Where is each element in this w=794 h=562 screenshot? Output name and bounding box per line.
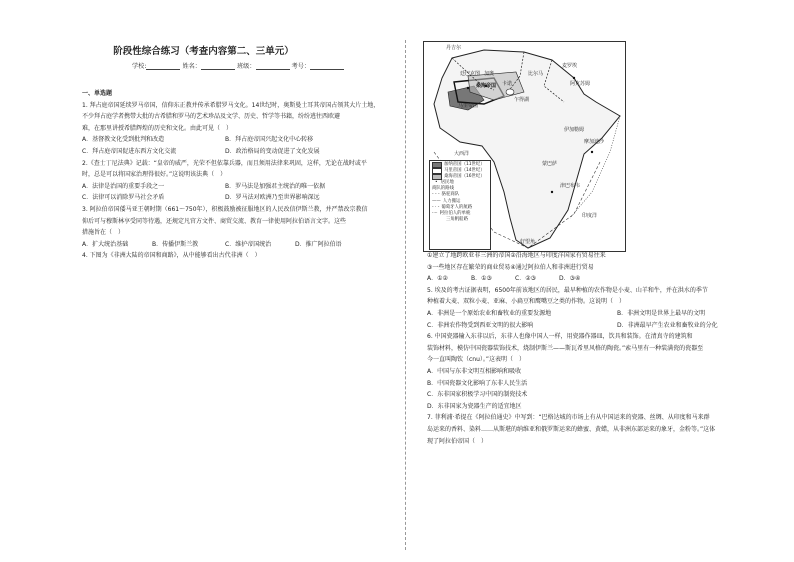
q2-options-row-1 — [82, 181, 400, 193]
q1-line-2: 不少拜占庭学者携带大批的古希腊和罗马的艺术珍品及文学、历史、哲学等书籍，纷纷逃往西欧避 — [82, 113, 341, 121]
q1-line-1: 1. 拜占庭帝国延续罗马帝国，信仰东正教并传承希腊罗马文化。14世纪时，奥斯曼土耳其帝国占领其大片土地， — [82, 101, 380, 109]
q3-option-d[interactable]: D．推广阿拉伯语 — [295, 240, 342, 248]
map-label-kano: 卡诺 — [502, 81, 513, 87]
name-blank[interactable] — [201, 62, 235, 70]
legend-portuguese: - · - 葡萄牙人的航路 — [432, 204, 473, 210]
q2-line-2: 时，总是可以将国家治理得很好。”这说明该法典（ ） — [82, 171, 227, 179]
school-label: 学校: — [132, 63, 147, 70]
q6-option-b[interactable]: B．中国瓷器文化影响了东非人民生活 — [427, 379, 528, 387]
q5-line-1: 5. 埃及的考古证据表明，6500年前该地区的居民，最早种植的农作物是小麦、山羊和牛，并在洪水的季节 — [427, 286, 708, 294]
q6-option-d[interactable]: D．东非国家为瓷器生产的适宜地区 — [427, 402, 522, 410]
africa-map — [423, 41, 626, 252]
q2-option-c[interactable]: C．法律可以消除罗马社会矛盾 — [82, 194, 165, 202]
column-divider — [405, 40, 406, 550]
legend-settlement: • 居民地 — [435, 180, 454, 186]
q5-option-a[interactable]: A．非洲是一个原始农业和畜牧业的重要发源地 — [427, 309, 552, 317]
q5-line-2: 种植着大麦、双粒小麦、亚麻、小扁豆和鹰嘴豆之类的作物。这说明（ ） — [427, 298, 626, 306]
map-label-indian-ocean: 印度洋 — [582, 213, 598, 219]
exam-label: 考号： — [291, 63, 311, 70]
q2-option-a[interactable]: A．法律是治国的重要手段之一 — [82, 182, 165, 190]
q7-line-1: 7. 菲利浦·希提在《阿拉伯通史》中写到：“巴格达城的市场上有从中国运来的瓷器、丝绸、从印度和马来群 — [427, 414, 710, 422]
q1-option-c[interactable]: C．拜占庭帝国促进东西方文化交流 — [82, 147, 177, 155]
q7-line-2: 岛运来的香料、染料……从斯堪的纳维亚和俄罗斯运来的蜂蜜、黄蜡，从非洲东部运来的象牙，金粉等。”这体 — [427, 425, 716, 433]
section-heading: 一、单选题 — [82, 90, 113, 97]
map-label-bilma: 比尔马 — [528, 71, 544, 77]
q4-options-row — [427, 273, 777, 285]
q5-option-b[interactable]: B．非洲文明是世界上最早的文明 — [617, 309, 706, 317]
map-label-zimbabwe: 津巴布韦 — [560, 183, 581, 189]
q3-line-3: 措施旨在（ ） — [82, 229, 125, 237]
q1-option-d[interactable]: D．政治格局的变动促进了文化发展 — [225, 147, 320, 155]
q5-option-d[interactable]: D．非洲最早产生农业和畜牧业的分化 — [617, 321, 718, 329]
q6-line-3: 今一直叫陶钦（cnu）。”这表明（ ） — [427, 356, 526, 364]
q5-options-row-1 — [427, 308, 777, 320]
school-blank[interactable] — [146, 62, 180, 70]
q3-option-c[interactable]: C．维护帝国统治 — [225, 240, 272, 248]
class-label: 班级： — [236, 63, 256, 70]
legend-routes-heading: 商队的路线 — [432, 186, 454, 192]
map-label-meroe: 麦罗埃 — [562, 63, 578, 69]
legend-camel: - - - 骆驼商队 — [432, 192, 460, 198]
q4-stem: 4. 下图为《非洲大陆的帝国和商路》，从中能够看出古代非洲（ ） — [82, 252, 261, 260]
left-column — [82, 88, 400, 262]
q4-option-a[interactable]: A．①② — [427, 275, 448, 283]
map-label-igala: 伊加勒姆 — [564, 127, 585, 133]
legend-swatch-outline — [432, 168, 442, 174]
q4-statement-1: ①建立了地跨欧亚非三洲的帝国②沿海地区与印度洋国家有贸易往来 — [427, 252, 606, 259]
map-label-atlantic: 大西洋 — [454, 151, 470, 157]
q1-options-row-1 — [82, 134, 400, 146]
legend-ghana: 加纳帝国（11世纪） — [432, 162, 488, 168]
q7-line-3: 现了阿拉伯帝国（ ） — [427, 437, 488, 445]
map-label-timbuktu: 廷巴克图 — [460, 71, 481, 77]
legend-mali: 马里帝国（14世纪） — [432, 168, 488, 174]
exam-blank[interactable] — [310, 62, 344, 70]
right-column — [427, 250, 777, 447]
q4-statement-2: ③一些地区存在繁荣的商业贸易④通过阿拉伯人和非洲进行贸易 — [427, 263, 594, 271]
q1-option-b[interactable]: B．拜占庭帝国兴起文化中心转移 — [225, 136, 314, 144]
map-label-mogadishu: 摩加迪沙 — [584, 139, 605, 145]
q3-options-row — [82, 239, 400, 251]
map-legend — [429, 160, 491, 250]
q1-option-a[interactable]: A．基督教文化受到批判和改造 — [82, 136, 165, 144]
settlement-dot-4 — [591, 151, 593, 153]
map-label-tangier: 丹吉尔 — [446, 45, 462, 51]
q6-line-1: 6. 中国瓷器输入东非以后，东非人也像中国人一样，用瓷器作器皿，饮具和装饰。在清真寺的建筑和 — [427, 333, 693, 341]
map-label-mombasa: 蒙巴萨 — [542, 161, 558, 167]
legend-dhow: 三角帆船路 — [446, 216, 468, 222]
q4-option-d[interactable]: D．③④ — [559, 275, 581, 283]
q4-option-c[interactable]: C．②③ — [515, 275, 536, 283]
legend-swatch-dark — [432, 162, 442, 168]
legend-songhai: 桑海帝国（16世纪） — [432, 174, 488, 180]
q6-option-c[interactable]: C．东非国家积极学习中国的制瓷技术 — [427, 391, 528, 399]
q3-line-2: 仰后可与穆斯林享受同等待遇，还规定凡官方文件、商贸交流、教育一律使用阿拉伯语言文字。这些 — [82, 217, 347, 225]
name-label: 姓名： — [182, 63, 201, 70]
student-info-line — [132, 61, 344, 70]
settlement-dot-1 — [467, 87, 469, 89]
map-label-cape: 好望角 — [520, 239, 536, 245]
legend-porter: —— 人力搬运 — [432, 198, 461, 204]
q1-options-row-2 — [82, 146, 400, 158]
q6-line-2: 装饰材料，模仿中国瓷器装饰技术，烧制伊斯兰——斯瓦希里风格的陶瓷。”索马里有一种装满瓷的瓷器至 — [427, 344, 704, 352]
map-label-lake-chad: 乍得湖 — [514, 97, 530, 103]
q2-option-d[interactable]: D．罗马法对欧洲乃至世界影响深远 — [225, 194, 320, 202]
q6-option-a[interactable]: A．中国与东非文明互相影响和吸收 — [427, 367, 522, 375]
q3-option-a[interactable]: A．扩大统治基础 — [82, 240, 129, 248]
map-label-songhai: 桑海帝国 — [476, 83, 497, 89]
map-label-aksum: 阿克苏姆 — [570, 81, 591, 87]
map-label-gao: 加奥 — [484, 71, 495, 77]
q3-option-b[interactable]: B．传播伊斯兰教 — [152, 240, 199, 248]
q4-option-b[interactable]: B．①③ — [471, 275, 492, 283]
settlement-dot-3 — [573, 77, 575, 79]
q2-line-1: 2.《查士丁尼法典》记载：“皇帝的威严，光荣不但依靠兵器，而且须用法律来巩固，这样，无论在战时或平 — [82, 159, 367, 167]
legend-arab: ···· 阿拉伯人的单桅 — [432, 210, 471, 216]
q1-line-3: 难，在那里讲授希腊辉煌的历史和文化。由此可见（ ） — [82, 124, 233, 132]
settlement-dot-5 — [551, 191, 553, 193]
page-title: 阶段性综合练习（考查内容第二、三单元） — [113, 46, 294, 57]
class-blank[interactable] — [256, 62, 290, 70]
q5-options-row-2 — [427, 320, 777, 332]
q2-option-b[interactable]: B．罗马法是加强君主统治的唯一依据 — [225, 182, 326, 190]
map-label-mali: 马里帝国 — [458, 103, 479, 109]
q2-options-row-2 — [82, 192, 400, 204]
q3-line-1: 3. 阿拉伯帝国倭马亚王朝时期（661～750年），积极鼓励被征服地区的人民改信伊斯兰教，并严禁改宗教信 — [82, 205, 368, 213]
lake-chad — [506, 89, 514, 95]
q5-option-c[interactable]: C．非洲农作物受到西亚文明的很大影响 — [427, 321, 534, 329]
